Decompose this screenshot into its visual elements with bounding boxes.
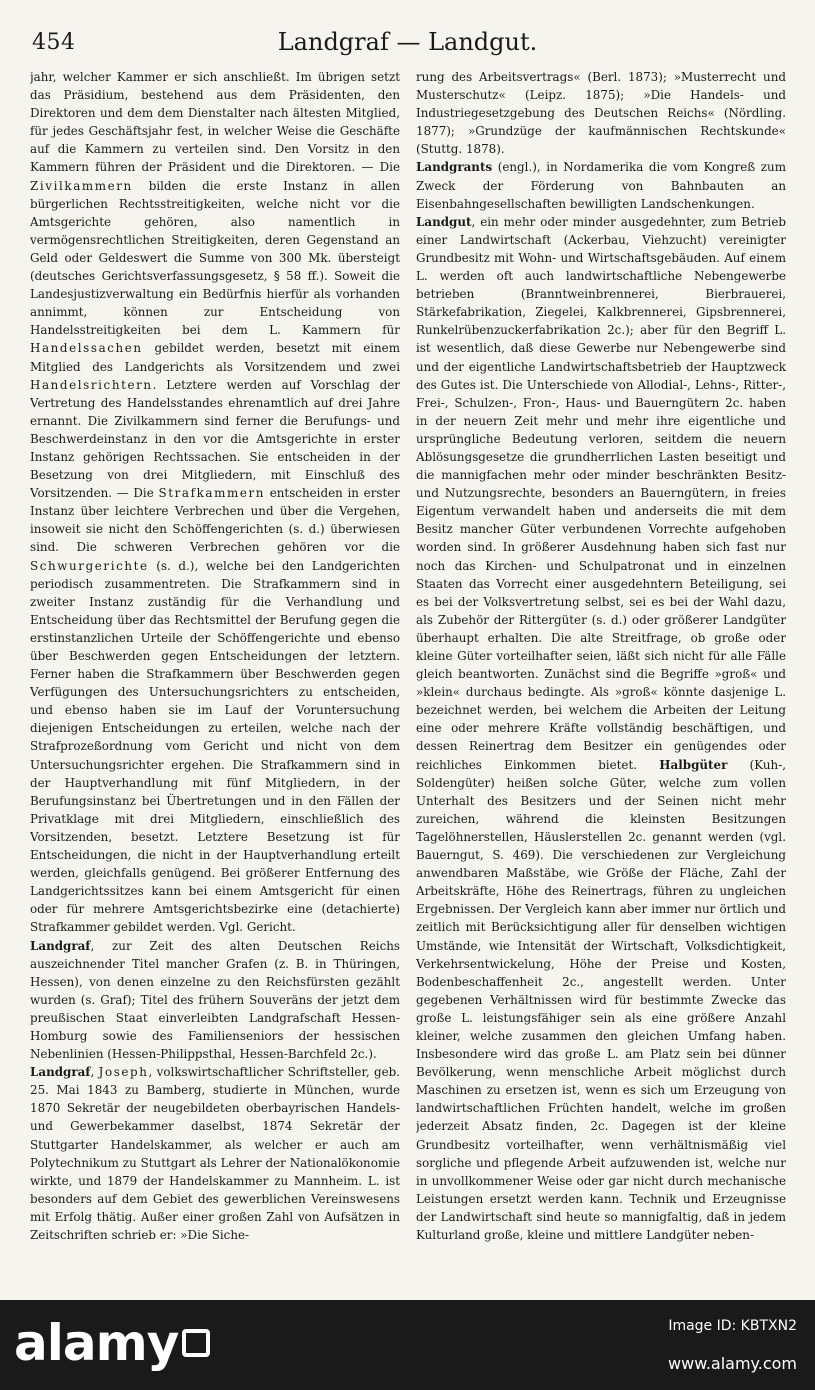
spaced-term: Schwurgerichte — [30, 558, 149, 573]
stock-watermark-bar — [0, 1300, 815, 1390]
entry-landgut — [416, 213, 786, 1244]
text-run: , ein mehr oder minder ausgedehnter, zum Betrieb einer Landwirtschaft (Ackerbau, Viehzucht) vereinigter Grundbesitz mit Wohn- und Wirtschaftsgebäuden. Auf einem L. werden oft auch landwirtschaftliche Nebengewerbe betrieben (Branntweinbrennerei, Bierbrauerei, Stärkefabrikation, Ziegelei, Kalkbrennerei, Gipsbrennerei, Runkelrübenzuckerfabrikation 2c.); aber für den Begriff L. ist wesentlich, daß diese Gewerbe nur Nebengewerbe sind und der eigentliche Landwirtschaftsbetrieb der Hauptzweck des Gutes ist. Die Unterschiede von Allodial-, Lehns-, Ritter-, Frei-, Schulzen-, Fron-, Haus- und Bauerngütern 2c. haben in der neuern Zeit mehr und mehr ihre eigentliche und ursprüngliche Bedeutung verloren, seitdem die neuern Ablösungsgesetze die grundherrlichen Lasten beseitigt und die mannigfachen mehr oder minder beschränkten Besitz- und Nutzungsrechte, besonders an Bauerngütern, in freies Eigentum verwandelt haben und anderseits die mit dem Besitz mancher Güter verbundenen Vorrechte aufgehoben worden sind. In größerer Ausdehnung haben sich fast nur noch das Kirchen- und Schulpatronat und in einzelnen Staaten das Vorrecht einer ausgedehntern Beteiligung, sei es bei der Volksvertretung selbst, sei es bei der Wahl dazu, als Zubehör der Rittergüter (s. d.) oder größerer Landgüter überhaupt erhalten. Die alte Streitfrage, ob große oder kleine Güter vorteilhafter seien, läßt sich nicht für alle Fälle gleich beantworten. Zunächst sind die Begriffe »groß« und »klein« durchaus bedingte. Als »groß« könnte dasjenige L. bezeichnet werden, bei welchem die Arbeiten der Leitung eine oder mehrere Kräfte vollständig beschäftigen, und dessen Reinertrag dem Besitzer ein genügendes oder reichliches Einkommen bietet. — [416, 214, 786, 772]
entry-headword: Landgrants — [416, 160, 493, 175]
text-run: (s. d.), welche bei den Landgerichten periodisch zusammentreten. Die Strafkammern sind in zweiter Instanz zuständig für die Verhandlung und Entscheidung über das Rechtsmittel der Berufung gegen die erstinstanzlichen Urteile der Schöffengerichte und ebenso über Beschwerden gegen Entscheidungen der letztern. Ferner haben die Strafkammern über Beschwerden gegen Verfügungen des Untersuchungsrichters zu entscheiden, und ebenso haben sie im Lauf der Voruntersuchung diejenigen Entscheidungen zu erteilen, welche nach der Strafprozeßordnung vom Gericht und nicht von dem Untersuchungsrichter ergehen. Die Strafkammern sind in der Hauptverhandlung mit fünf Mitgliedern, in der Berufungsinstanz bei Übertretungen und in den Fällen der Privatklage mit drei Mitgliedern, einschließlich des Vorsitzenden, besetzt. Letztere Besetzung ist für Entscheidungen, die nicht in der Hauptverhandlung erteilt werden, gleichfalls genügend. Bei größerer Entfernung des Landgerichtssitzes kann bei einem Amtsgericht für einen oder für mehrere Amtsgerichtsbezirke eine (detachierte) Strafkammer gebildet werden. Vgl. Gericht. — [30, 558, 400, 935]
text-columns — [30, 68, 786, 1290]
left-column — [30, 68, 400, 1290]
text-run: rung des Arbeitsvertrags« (Berl. 1873); »Musterrecht und Musterschutz« (Leipz. 1875); »Die Handels- und Industriegesetzgebung des Deutschen Reichs« (Nördling. 1877); »Grundzüge der kaufmännischen Rechtskunde« (Stuttg. 1878). — [416, 70, 786, 157]
entry-landgraf-joseph-continued — [416, 68, 786, 158]
spaced-term: Handelsrichtern — [30, 377, 153, 392]
alamy-logo — [14, 1314, 210, 1372]
entry-landgericht-continued — [30, 68, 400, 937]
page-header — [30, 22, 785, 56]
text-run: entscheiden in erster Instanz über leichtere Verbrechen und über die Vergehen, insoweit sie nicht den Schöffengerichten (s. d.) überwiesen sind. Die schweren Verbrechen gehören vor die — [30, 486, 400, 555]
text-run: bilden die erste Instanz in allen bürgerlichen Rechtsstreitigkeiten, welche nicht vor die Amtsgerichte gehören, also namentlich in vermögensrechtlichen Streitigkeiten, deren Gegenstand an Geld oder Geldeswert die Summe von 300 Mk. übersteigt (deutsches Gerichtsverfassungsgesetz, § 58 ff.). Soweit die Landesjustizverwaltung ein Bedürfnis hierfür als vorhanden annimmt, können zur Entscheidung von Handelsstreitigkeiten bei dem L. Kammern für — [30, 178, 400, 338]
entry-headword: Landgut — [416, 214, 472, 229]
spaced-term: Strafkammern — [158, 486, 266, 501]
text-run: (engl.), in Nordamerika die vom Kongreß zum Zweck der Förderung von Bahnbauten an Eisenbahngesellschaften bewilligten Landschenkungen. — [416, 160, 786, 211]
text-run: jahr, welcher Kammer er sich anschließt. Im übrigen setzt das Präsidium, bestehend aus dem Präsidenten, den Direktoren und dem dem Dienstalter nach ältesten Mitglied, für jedes Geschäftsjahr fest, in welcher Weise die Geschäfte auf die Kammern zu verteilen sind. Den Vorsitz in den Kammern führen der Präsident und die Direktoren. — Die — [30, 70, 400, 175]
spaced-term: Joseph — [98, 1065, 149, 1080]
text-run: , volkswirtschaftlicher Schriftsteller, geb. 25. Mai 1843 zu Bamberg, studierte in München, wurde 1870 Sekretär der neugebildeten oberbayrischen Handels- und Gewerbekammer daselbst, 1874 Sekretär der Stuttgarter Handelskammer, als welcher er auch am Polytechnikum zu Stuttgart als Lehrer der Nationalökonomie wirkte, und 1879 der Handelskammer zu Mannheim. L. ist besonders auf dem Gebiet des gewerblichen Vereinswesens mit Erfolg thätig. Außer einer großen Zahl von Aufsätzen in Zeitschriften schrieb er: »Die Siche- — [30, 1065, 400, 1242]
logo-text: alamy — [14, 1314, 179, 1372]
entry-landgrants — [416, 158, 786, 212]
text-run: gebildet werden, besetzt mit einem Mitglied des Landgerichts als Vorsitzendem und zwei — [30, 341, 400, 374]
bold-term: Halbgüter — [659, 757, 728, 772]
right-column — [416, 68, 786, 1290]
text-run: (Kuh-, Soldengüter) heißen solche Güter, welche zum vollen Unterhalt des Besitzers und der Seinen nicht mehr zureichen, während die kleinsten Besitzungen Tagelöhnerstellen, Häuslerstellen 2c. genannt werden (vgl. Bauerngut, S. 469). Die verschiedenen zur Vergleichung anwendbaren Maßstäbe, wie Größe der Fläche, Zahl der Arbeitskräfte, Höhe des Reinertrags, führen zu ungleichen Ergebnissen. Der Vergleich kann aber immer nur örtlich und zeitlich mit Berücksichtigung aller für denselben wichtigen Umstände, wie Intensität der Wirtschaft, Volksdichtigkeit, Verkehrsentwickelung, Höhe der Preise und Kosten, Bodenbeschaffenheit 2c., angestellt werden. Unter gegebenen Verhältnissen wird für bestimmte Zwecke das große L. leistungsfähiger sein als eine größere Anzahl kleiner, welche zusammen den gleichen Umfang haben. Insbesondere wird das große L. am Platz sein bei dünner Bevölkerung, wenn menschliche Arbeit möglichst durch Maschinen zu ersetzen ist, wenn es sich um Erzeugung von landwirtschaftlichen Früchten handelt, welche im großen jederzeit Absatz finden, 2c. Dagegen ist der kleine Grundbesitz vorteilhafter, wenn verhältnismäßig viel sorgliche und pflegende Arbeit aufzuwenden ist, welche nur in unvollkommener Weise oder gar nicht durch mechanische Leistungen ersetzt werden kann. Technik und Erzeugnisse der Landwirtschaft sind heute so mannigfaltig, daß in jedem Kulturland große, kleine und mittlere Landgüter neben- — [416, 757, 786, 1242]
page-number: 454 — [32, 30, 76, 55]
spaced-term: Handelssachen — [30, 341, 143, 356]
watermark-url: www.alamy.com — [668, 1354, 797, 1373]
running-head: Landgraf — Landgut. — [277, 28, 538, 56]
entry-headword: Landgraf — [30, 1065, 91, 1080]
entry-headword: Landgraf — [30, 938, 91, 953]
logo-mark-icon — [182, 1329, 210, 1357]
spaced-term: Zivilkammern — [30, 178, 133, 193]
text-run: . Letztere werden auf Vorschlag der Vertretung des Handelsstandes ehrenamtlich auf drei Jahre ernannt. Die Zivilkammern sind ferner die Berufungs- und Beschwerdeinstanz in den vor die Amtsgerichte in erster Instanz gehörigen Rechtssachen. Sie entscheiden in der Besetzung von drei Mitgliedern, mit Einschluß des Vorsitzenden. — Die — [30, 377, 400, 501]
entry-landgraf-joseph: Landgraf, Joseph, volkswirtschaftlicher Schriftsteller, geb. 25. Mai 1843 zu Bamberg, studierte in München, wurde 1870 Sekretär der neugebildeten oberbayrischen Handels- und Gewerbekammer daselbst, 1874 Sekretär der Stuttgarter Handelskammer, als welcher er auch am Polytechnikum zu Stuttgart als Lehrer der Nationalökonomie wirkte, und 1879 der Handelskammer zu Mannheim. L. ist besonders auf dem Gebiet des gewerblichen Vereinswesens mit Erfolg thätig. Außer einer großen Zahl von Aufsätzen in Zeitschriften schrieb er: »Die Siche- — [30, 1065, 400, 1242]
entry-landgraf-title — [30, 937, 400, 1064]
text-run: , zur Zeit des alten Deutschen Reichs auszeichnender Titel mancher Grafen (z. B. in Thüringen, Hessen), von denen einzelne zu den Reichsfürsten gezählt wurden (s. Graf); Titel des frühern Souveräns der jetzt dem preußischen Staat einverleibten Landgrafschaft Hessen-Homburg sowie des Familienseniors der hessischen Nebenlinien (Hessen-Philippsthal, Hessen-Barchfeld 2c.). — [30, 938, 400, 1062]
image-id: Image ID: KBTXN2 — [668, 1318, 797, 1334]
